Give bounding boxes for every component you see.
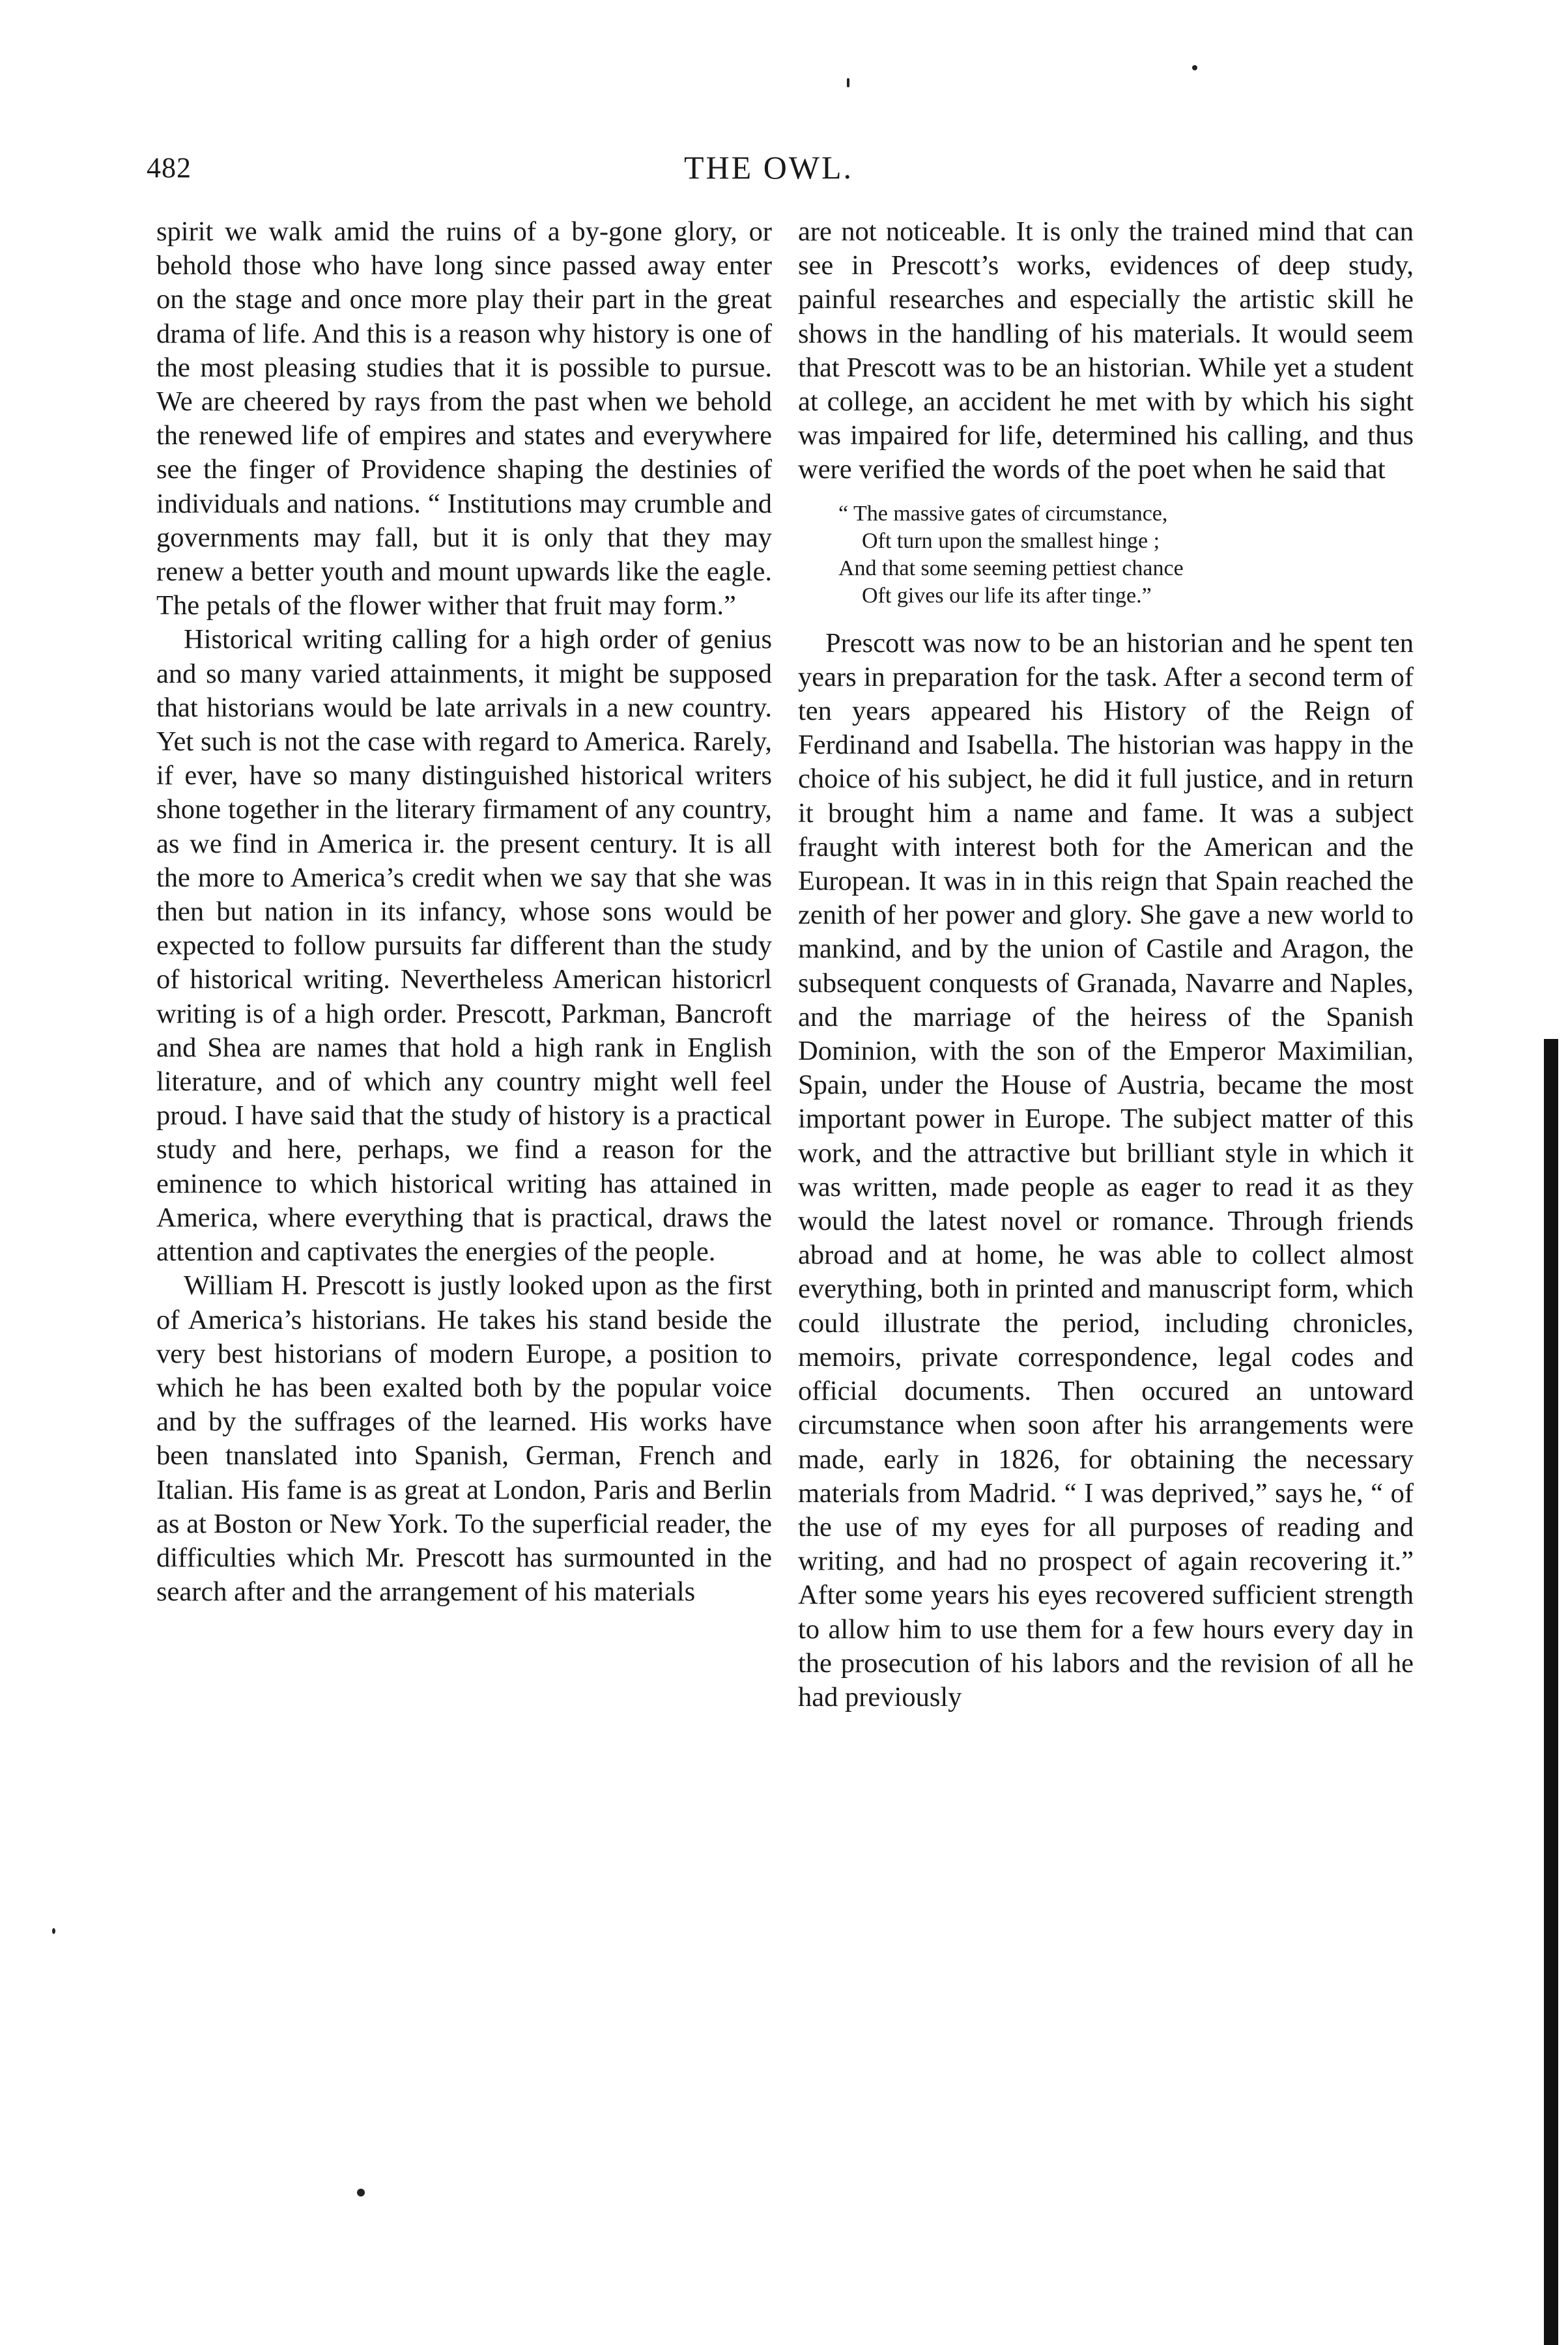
ink-speck (357, 2189, 365, 2196)
right-paragraph-1: are not noticeable. It is only the trained mind that can see in Prescott’s works, evidences of deep study, painful researches and especially the artistic skill he shows in the handling of his materials. It would seem that Prescott was to be an historian. While yet a student at college, an accident he met with by which his sight was impaired for life, determined his calling, and thus were verified the words of the poet when he said that (798, 216, 1414, 485)
ink-speck (52, 1928, 55, 1934)
page-number: 482 (147, 152, 192, 184)
ink-speck (1192, 65, 1197, 70)
left-paragraph-3: William H. Prescott is justly looked upon as the first of America’s historians. He takes his stand beside the very best historians of modern Europe, a position to which he has been exalted both by the popular voice and by the suffrages of the learned. His works have been tnanslated into Spanish, German, French and Italian. His fame is as great at London, Paris and Berlin as at Boston or New York. To the superficial reader, the difficulties which Mr. Prescott has surmounted in the search after and the arrangement of his materials (156, 1270, 772, 1608)
poem-line: And that some seeming pettiest chance (838, 556, 1184, 580)
poem-line: Oft turn upon the smallest hinge ; (862, 528, 1160, 553)
poem-line: “ The massive gates of circumstance, (838, 501, 1168, 526)
left-paragraph-2: Historical writing calling for a high order of genius and so many varied attainments, it might be supposed that historians would be late arrivals in a new country. Yet such is not the case with regard to America. Rarely, if ever, have so many distinguished historical writers shone together in the literary firmament of any country, as we find in America ir. the present century. It is all the more to America’s credit when we say that she was then but nation in its infancy, whose sons would be expected to follow pursuits far different than the study of historical writing. Nevertheless American historicrl writing is of a high order. Prescott, Parkman, Bancroft and Shea are names that hold a high rank in English literature, and of which any country might well feel proud. I have said that the study of history is a practical study and here, perhaps, we find a reason for the eminence to which historical writing has attained in America, where everything that is practical, draws the attention and captivates the energies of the people. (156, 624, 772, 1268)
page-edge-shadow (1544, 1039, 1558, 2345)
poem-line: Oft gives our life its after tinge.” (862, 583, 1152, 608)
running-head: THE OWL. (684, 149, 854, 186)
right-column (798, 215, 1414, 1714)
poem-quotation (838, 500, 1414, 610)
left-column (156, 215, 772, 1609)
ink-speck (847, 78, 849, 87)
right-paragraph-2: Prescott was now to be an historian and he spent ten years in preparation for the task. After a second term of ten years appeared his History of the Reign of Ferdinand and Isabella. The historian was happy in the choice of his subject, he did it full justice, and in return it brought him a name and fame. It was a subject fraught with interest both for the American and the European. It was in in this reign that Spain reached the zenith of her power and glory. She gave a new world to mankind, and by the union of Castile and Aragon, the subsequent conquests of Granada, Navarre and Naples, and the marriage of the heiress of the Spanish Dominion, with the son of the Emperor Maximilian, Spain, under the House of Austria, became the most important power in Europe. The subject matter of this work, and the attractive but brilliant style in which it was written, made people as eager to read it as they would the latest novel or romance. Through friends abroad and at home, he was able to collect almost everything, both in printed and manuscript form, which could illustrate the period, including chronicles, memoirs, private correspondence, legal codes and official documents. Then occured an untoward circumstance when soon after his arrangements were made, early in 1826, for obtaining the necessary materials from Madrid. “ I was deprived,” says he, “ of the use of my eyes for all purposes of reading and writing, and had no prospect of again recovering it.” After some years his eyes recovered sufficient strength to allow him to use them for a few hours every day in the prosecution of his labors and the revision of all he had previously (798, 627, 1414, 1713)
left-paragraph-1: spirit we walk amid the ruins of a by-gone glory, or behold those who have long since passed away enter on the stage and once more play their part in the great drama of life. And this is a reason why history is one of the most pleasing studies that it is possible to pursue. We are cheered by rays from the past when we behold the renewed life of empires and states and everywhere see the finger of Providence shaping the destinies of individuals and nations. “ Institutions may crumble and governments may fall, but it is only that they may renew a better youth and mount upwards like the eagle. The petals of the flower wither that fruit may form.” (156, 216, 772, 621)
